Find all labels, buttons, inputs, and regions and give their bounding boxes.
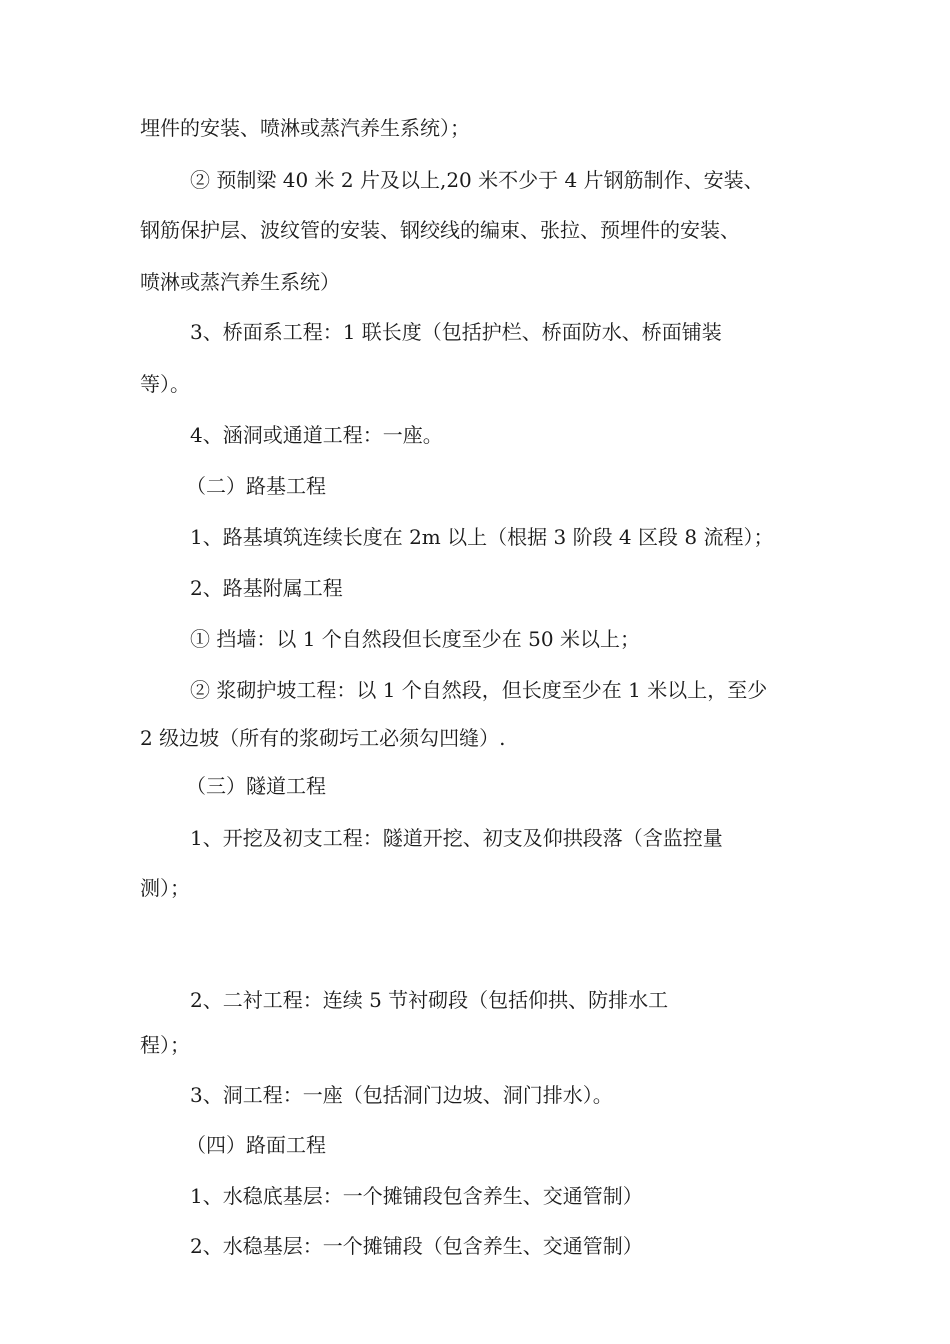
text-line-3: 钢筋保护层、波纹管的安装、钢绞线的编束、张拉、预埋件的安装、	[140, 218, 740, 242]
text-line-4: 喷淋或蒸汽养生系统）	[140, 270, 340, 294]
text-line-19: 3、洞工程：一座（包括洞门边坡、洞门排水）。	[190, 1083, 613, 1107]
text-line-6: 等）。	[140, 372, 190, 396]
text-line-10: 2、路基附属工程	[190, 576, 343, 600]
section-heading-subgrade: （二）路基工程	[186, 474, 326, 498]
section-heading-tunnel: （三）隧道工程	[186, 774, 326, 798]
text-line-16: 测）；	[140, 876, 190, 900]
text-line-13: 2 级边坡（所有的浆砌圬工必须勾凹缝）.	[140, 726, 506, 750]
section-heading-pavement: （四）路面工程	[186, 1133, 326, 1157]
text-line-5: 3、桥面系工程：1 联长度（包括护栏、桥面防水、桥面铺装	[190, 320, 722, 344]
text-line-22: 2、水稳基层：一个摊铺段（包含养生、交通管制）	[190, 1234, 643, 1258]
text-line-12: ② 浆砌护坡工程：以 1 个自然段，但长度至少在 1 米以上，至少	[190, 678, 768, 702]
text-line-11: ① 挡墙：以 1 个自然段但长度至少在 50 米以上；	[190, 627, 640, 651]
text-line-17: 2、二衬工程：连续 5 节衬砌段（包括仰拱、防排水工	[190, 988, 669, 1012]
text-line-18: 程）；	[140, 1033, 190, 1057]
text-line-2: ② 预制梁 40 米 2 片及以上,20 米不少于 4 片钢筋制作、安装、	[190, 168, 764, 192]
text-line-9: 1、路基填筑连续长度在 2m 以上（根据 3 阶段 4 区段 8 流程）；	[190, 525, 774, 549]
text-line-1: 埋件的安装、喷淋或蒸汽养生系统）；	[140, 116, 470, 140]
text-line-21: 1、水稳底基层：一个摊铺段包含养生、交通管制）	[190, 1184, 643, 1208]
text-line-7: 4、涵洞或通道工程：一座。	[190, 423, 443, 447]
text-line-15: 1、开挖及初支工程：隧道开挖、初支及仰拱段落（含监控量	[190, 826, 723, 850]
